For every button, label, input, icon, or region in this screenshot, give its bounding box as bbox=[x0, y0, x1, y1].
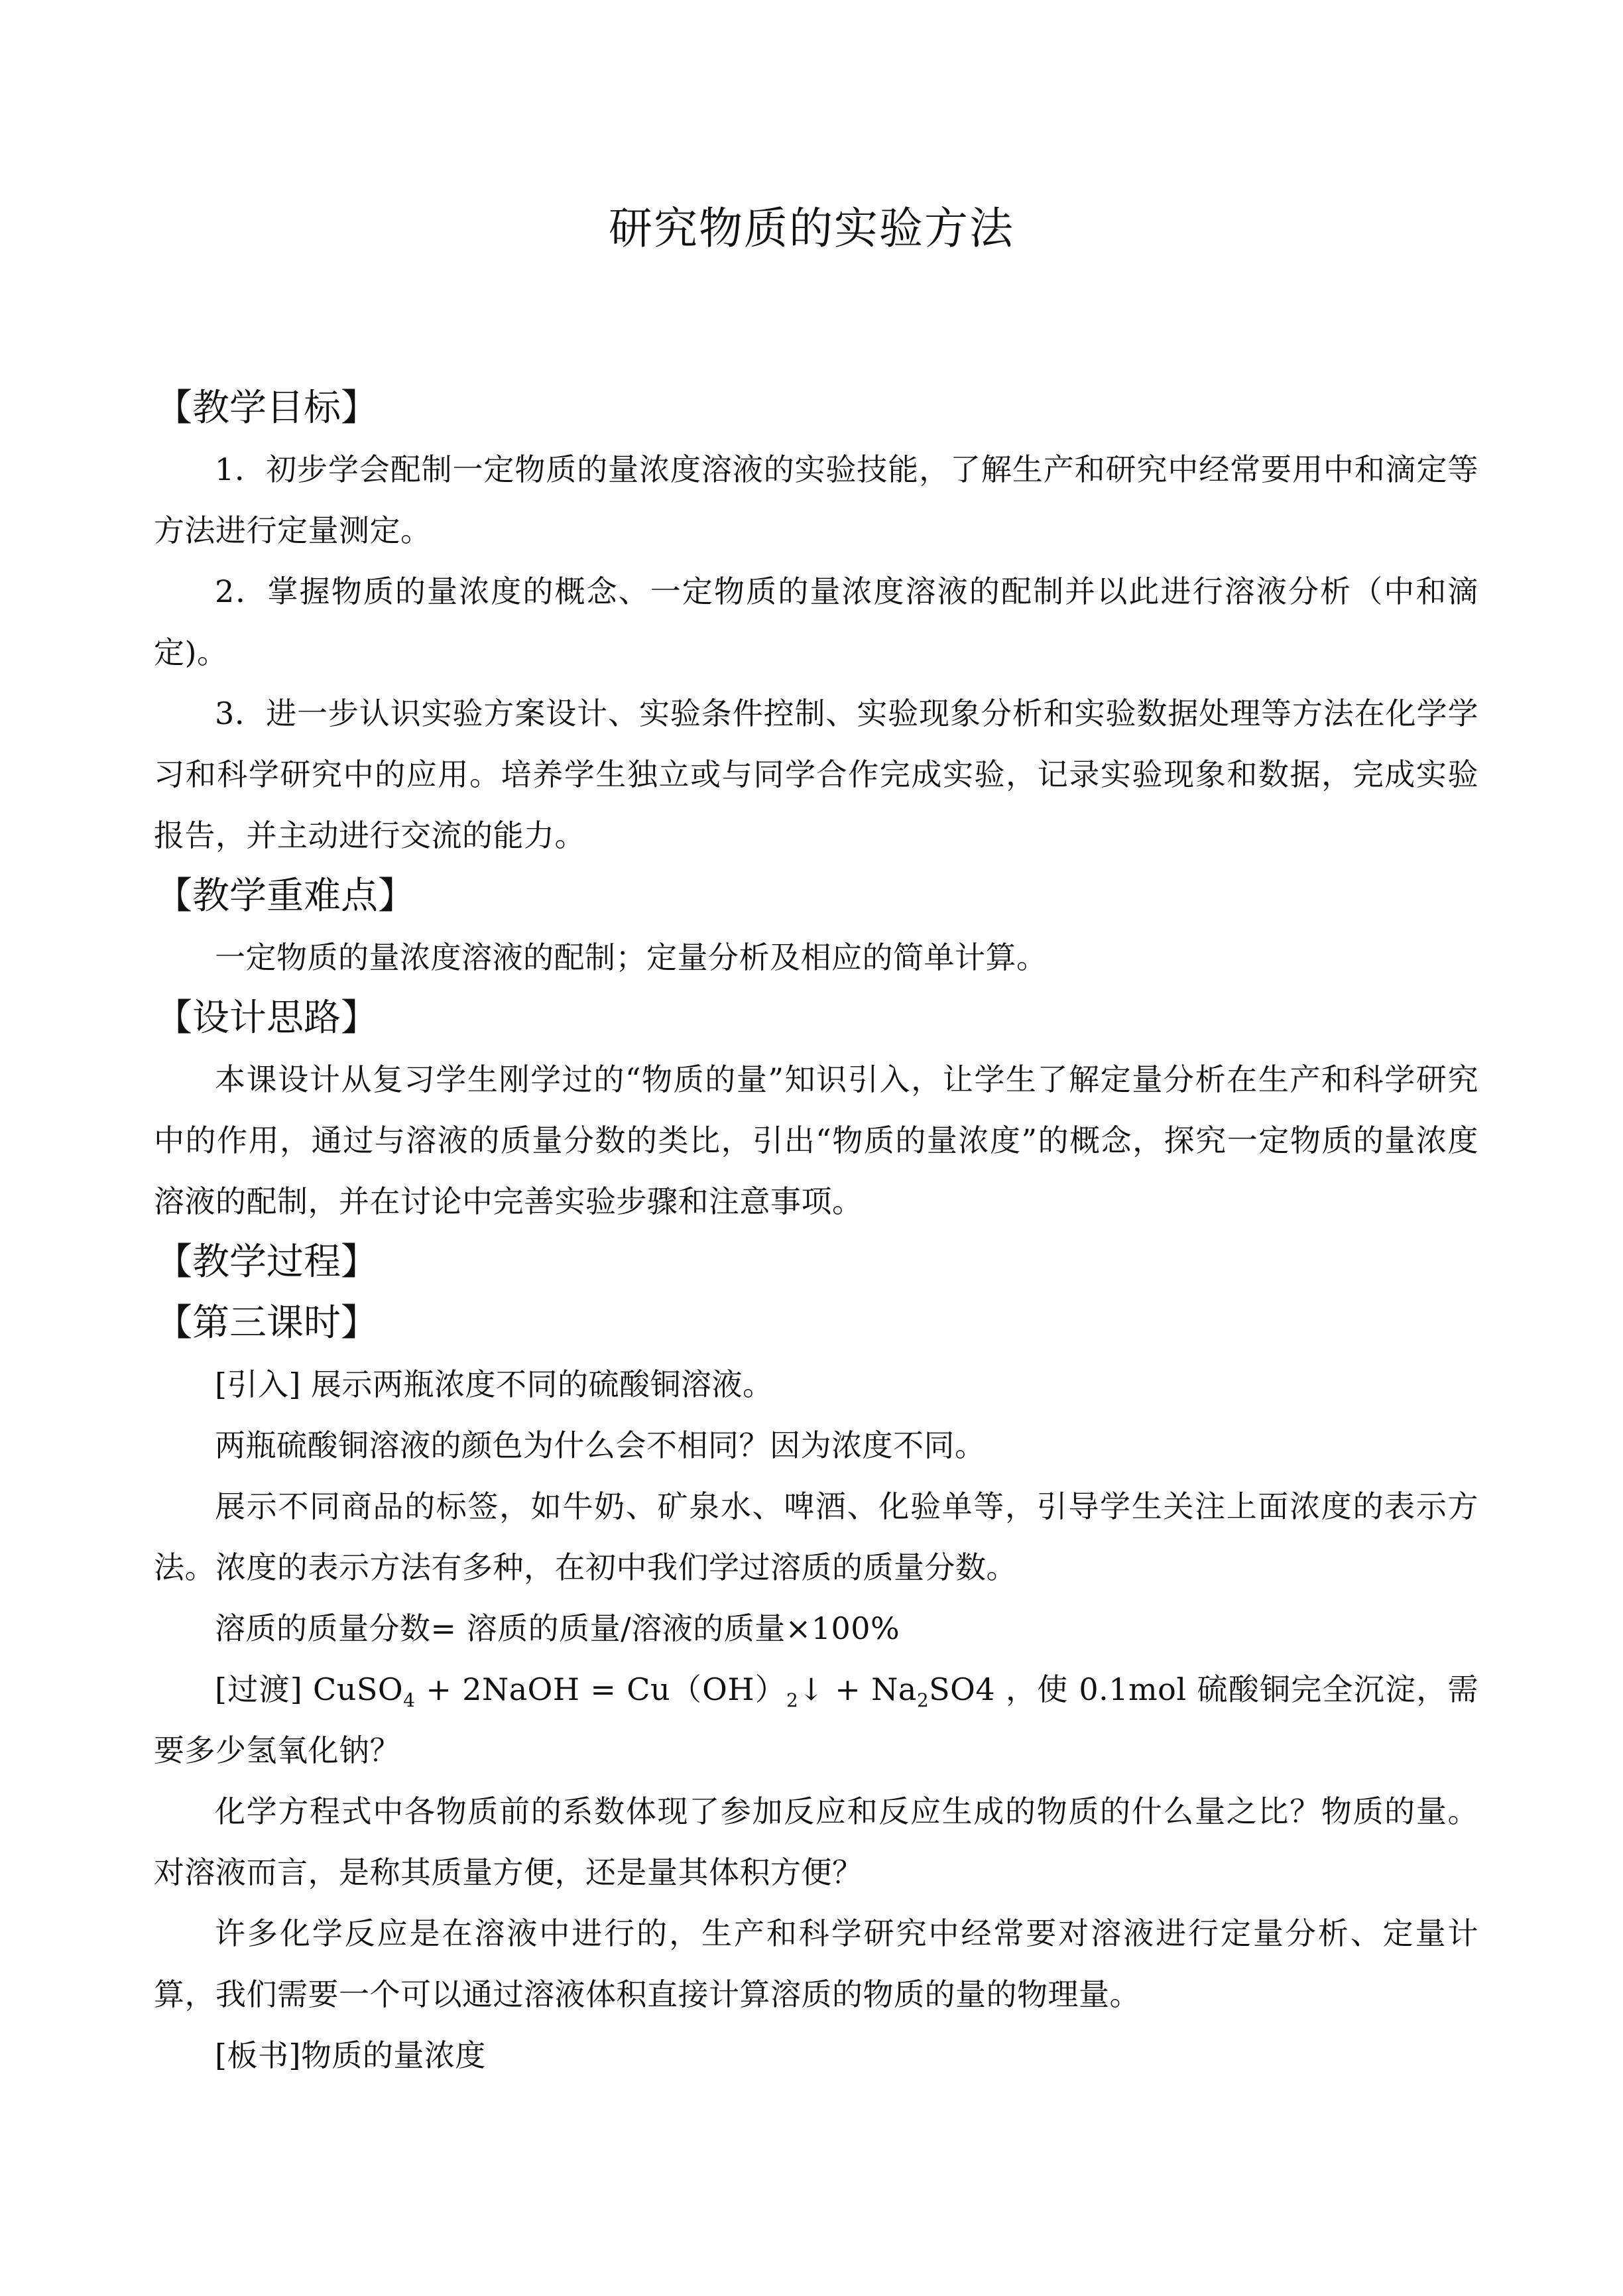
key-points-text: 一定物质的量浓度溶液的配制；定量分析及相应的简单计算。 bbox=[215, 939, 1048, 975]
equation-subscript-b: 2 bbox=[786, 1689, 799, 1711]
equation-subscript-c: 2 bbox=[916, 1689, 930, 1711]
lesson-paragraph-2: 展示不同商品的标签，如牛奶、矿泉水、啤酒、化验单等，引导学生关注上面浓度的表示方法。浓度的表示方法有多种，在初中我们学过溶质的质量分数。 bbox=[154, 1488, 1478, 1585]
mass-fraction-formula: 溶质的质量分数= 溶质的质量/溶液的质量×100% bbox=[215, 1610, 900, 1646]
document-body bbox=[154, 378, 1478, 2086]
goal-item-1: 1．初步学会配制一定物质的量浓度溶液的实验技能，了解生产和研究中经常要用中和滴定等方法进行定量测定。 bbox=[154, 452, 1478, 548]
lesson-paragraph-3: 化学方程式中各物质前的系数体现了参加反应和反应生成的物质的什么量之比？物质的量。对溶液而言，是称其质量方便，还是量其体积方便？ bbox=[154, 1793, 1478, 1890]
equation-part-a: CuSO bbox=[302, 1671, 404, 1707]
equation-part-d: SO4 ，使 0.1mol 硫酸铜完全沉淀，需要多少氢氧化钠？ bbox=[154, 1671, 1478, 1768]
lesson-intro: [引入] 展示两瓶浓度不同的硫酸铜溶液。 bbox=[215, 1366, 774, 1402]
design-text: 本课设计从复习学生刚学过的“物质的量”知识引入，让学生了解定量分析在生产和科学研究中的作用，通过与溶液的质量分数的类比，引出“物质的量浓度”的概念，探究一定物质的量浓度溶液的配制，并在讨论中完善实验步骤和注意事项。 bbox=[154, 1061, 1478, 1219]
transition-paragraph bbox=[154, 1659, 1478, 1781]
lesson-paragraph-1: 两瓶硫酸铜溶液的颜色为什么会不相同？因为浓度不同。 bbox=[215, 1427, 986, 1463]
section-heading-key-points: 【教学重难点】 bbox=[155, 875, 415, 918]
section-heading-goals: 【教学目标】 bbox=[155, 387, 378, 430]
equation-subscript-a: 4 bbox=[403, 1689, 416, 1711]
equation-part-c: ↓ + Na bbox=[798, 1671, 917, 1707]
section-heading-lesson3: 【第三课时】 bbox=[155, 1301, 378, 1345]
goal-item-3: 3．进一步认识实验方案设计、实验条件控制、实验现象分析和实验数据处理等方法在化学学习和科学研究中的应用。培养学生独立或与同学合作完成实验，记录实验现象和数据，完成实验报告，并主动进行交流的能力。 bbox=[154, 695, 1478, 853]
transition-label: [过渡] bbox=[215, 1671, 303, 1707]
goal-item-2: 2．掌握物质的量浓度的概念、一定物质的量浓度溶液的配制并以此进行溶液分析（中和滴定)。 bbox=[154, 574, 1478, 670]
page-title: 研究物质的实验方法 bbox=[609, 203, 1014, 254]
lesson-paragraph-4: 许多化学反应是在溶液中进行的，生产和科学研究中经常要对溶液进行定量分析、定量计算，我们需要一个可以通过溶液体积直接计算溶质的物质的量的物理量。 bbox=[154, 1915, 1478, 2012]
section-heading-design: 【设计思路】 bbox=[155, 997, 378, 1040]
equation-part-b: + 2NaOH = Cu（OH） bbox=[415, 1671, 786, 1707]
section-heading-process: 【教学过程】 bbox=[155, 1240, 378, 1284]
board-note: [板书]物质的量浓度 bbox=[215, 2037, 486, 2073]
